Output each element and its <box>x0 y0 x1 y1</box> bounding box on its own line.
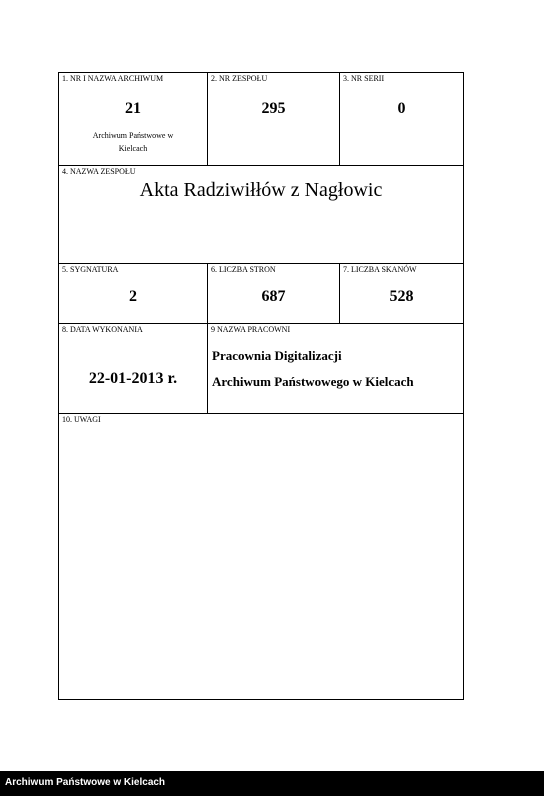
fonds-number: 295 <box>261 100 286 117</box>
scans-cell <box>340 264 463 324</box>
workshop-label: 9 NAZWA PRACOWNI <box>211 325 291 334</box>
pages-value: 687 <box>261 288 286 305</box>
date-cell <box>59 324 208 414</box>
date-label: 8. DATA WYKONANIA <box>62 325 143 334</box>
notes-label: 10. UWAGI <box>62 415 101 424</box>
series-label: 3. NR SERII <box>343 74 385 83</box>
archive-name-line2: Kielcach <box>118 144 148 153</box>
fonds-number-cell <box>208 73 340 166</box>
archive-cell <box>59 73 208 166</box>
footer-bar <box>0 771 544 796</box>
archive-name-line1: Archiwum Państwowe w <box>92 131 174 140</box>
pages-cell <box>208 264 340 324</box>
signature-value: 2 <box>129 288 137 305</box>
pages-label: 6. LICZBA STRON <box>211 265 276 274</box>
series-cell <box>340 73 463 166</box>
signature-label: 5. SYGNATURA <box>62 265 119 274</box>
date-value: 22-01-2013 r. <box>88 370 178 387</box>
scans-label: 7. LICZBA SKANÓW <box>343 265 417 274</box>
fonds-number-label: 2. NR ZESPOŁU <box>211 74 268 83</box>
workshop-line1: Pracownia Digitalizacji <box>212 348 342 363</box>
signature-cell <box>59 264 208 324</box>
footer-text: Archiwum Państwowe w Kielcach <box>5 777 166 788</box>
scans-value: 528 <box>389 288 414 305</box>
fonds-name: Akta Radziwiłłów z Nagłowic <box>139 179 383 201</box>
archive-number: 21 <box>125 100 141 117</box>
workshop-line2: Archiwum Państwowego w Kielcach <box>212 374 414 389</box>
series-number: 0 <box>397 100 406 117</box>
metric-form <box>58 72 464 700</box>
archive-label: 1. NR I NAZWA ARCHIWUM <box>62 74 164 83</box>
fonds-name-cell <box>59 166 463 264</box>
notes-cell <box>59 414 463 699</box>
workshop-cell <box>208 324 463 414</box>
fonds-name-label: 4. NAZWA ZESPOŁU <box>62 167 136 176</box>
